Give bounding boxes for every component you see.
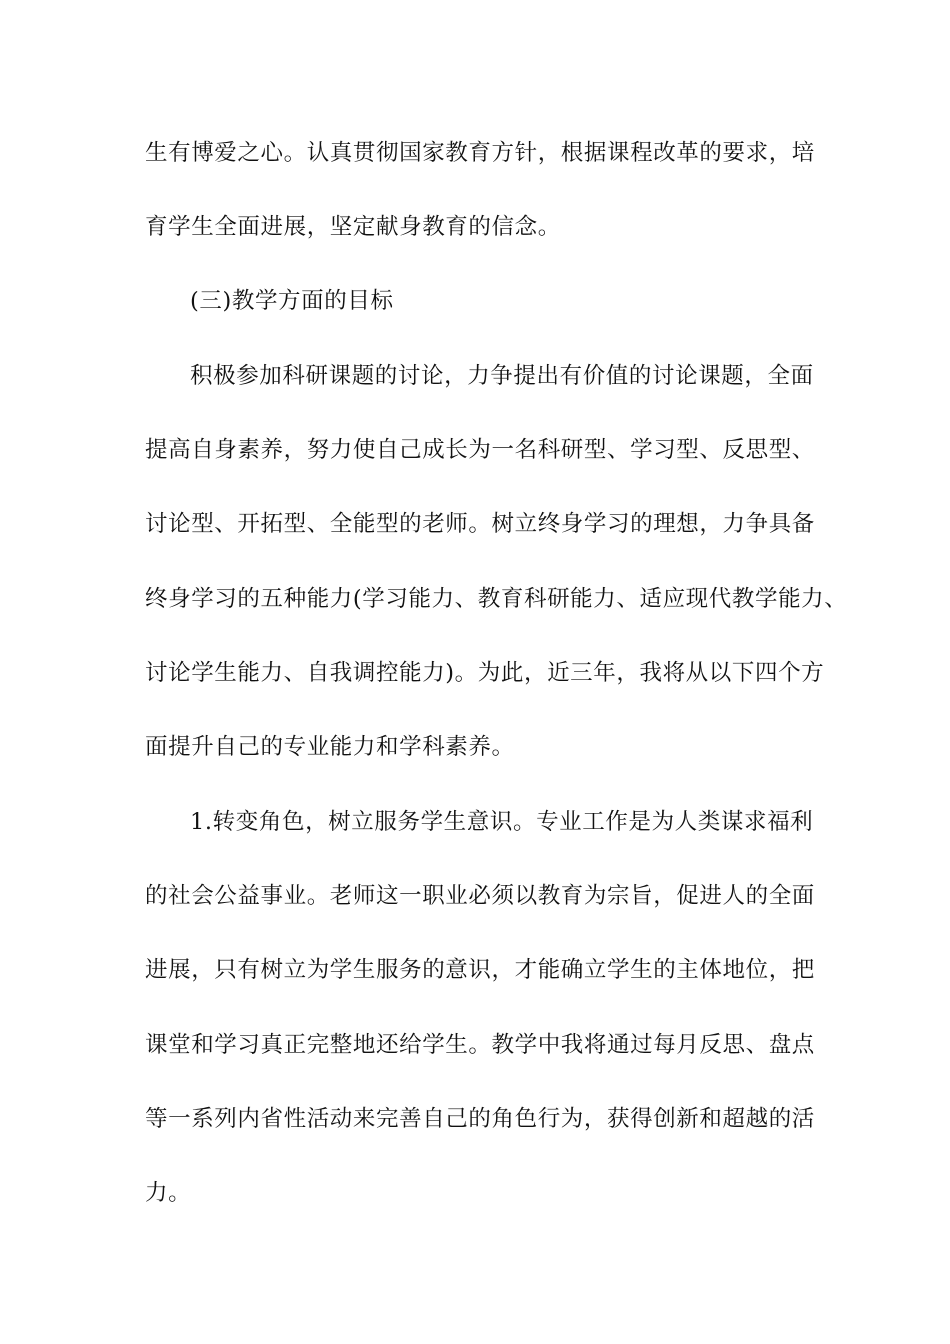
- text-line: 生有博爱之心。认真贯彻国家教育方针，根据课程改革的要求，培: [145, 140, 815, 166]
- text-line: 等一系列内省性活动来完善自己的角色行为，获得创新和超越的活: [145, 1106, 815, 1132]
- text-line: 育学生全面进展，坚定献身教育的信念。: [145, 214, 561, 240]
- text-line: 讨论型、开拓型、全能型的老师。树立终身学习的理想，力争具备: [145, 511, 815, 537]
- text-line: 讨论学生能力、自我调控能力)。为此，近三年，我将从以下四个方: [145, 660, 825, 686]
- text-line: 终身学习的五种能力(学习能力、教育科研能力、适应现代教学能力、: [145, 586, 848, 612]
- text-line: 1.转变角色，树立服务学生意识。专业工作是为人类谋求福利: [190, 809, 814, 835]
- text-line: 提高自身素养，努力使自己成长为一名科研型、学习型、反思型、: [145, 437, 815, 463]
- text-line: 面提升自己的专业能力和学科素养。: [145, 734, 515, 760]
- text-line: 课堂和学习真正完整地还给学生。教学中我将通过每月反思、盘点: [145, 1032, 815, 1058]
- text-line: 进展，只有树立为学生服务的意识，才能确立学生的主体地位，把: [145, 957, 815, 983]
- section-heading: (三)教学方面的目标: [190, 288, 394, 314]
- text-line: 力。: [145, 1180, 192, 1206]
- text-line: 的社会公益事业。老师这一职业必须以教育为宗旨，促进人的全面: [145, 883, 815, 909]
- text-line: 积极参加科研课题的讨论，力争提出有价值的讨论课题，全面: [190, 363, 814, 389]
